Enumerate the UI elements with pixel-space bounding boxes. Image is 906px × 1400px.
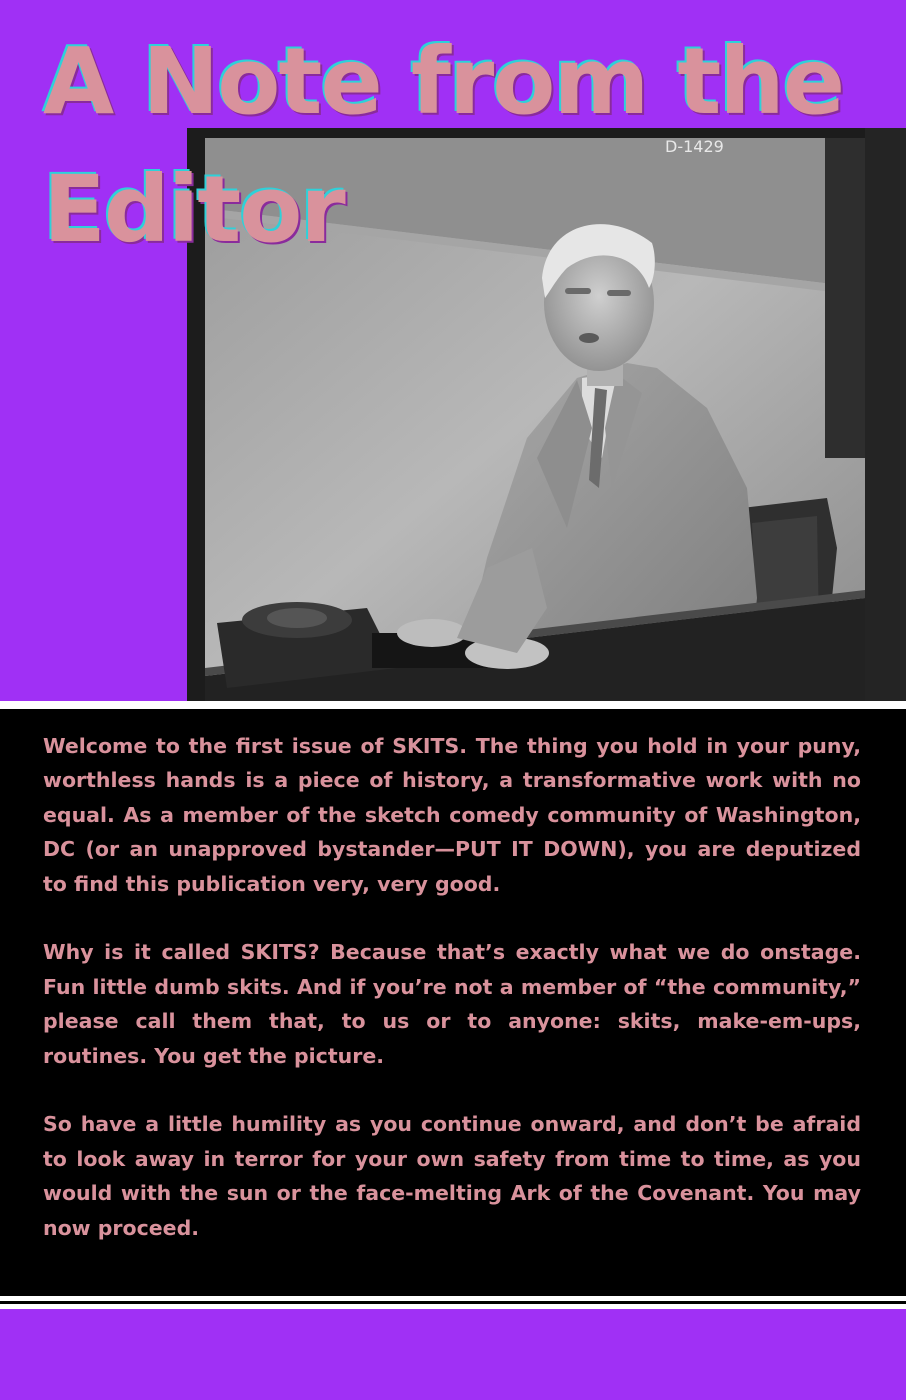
negative-number: D-1429 (665, 137, 724, 156)
paragraph-why-skits: Why is it called SKITS? Because that’s exactly what we do onstage. Fun little dumb skits. And if you’re not a member of “the community,” please call them that, to us or to anyone: skits, make-em-ups, routines. You get the picture. (43, 940, 861, 1068)
paragraph-humility: So have a little humility as you continue onward, and don’t be afraid to look away in terror for your own safety from time to time, as you would with the sun or the face-melting Ark of the Covenant. You may now proceed. (43, 1112, 861, 1240)
page-title: A Note from the Editor (43, 28, 844, 263)
divider-bottom (0, 1296, 906, 1309)
divider-top (0, 701, 906, 709)
paragraph-welcome: Welcome to the first issue of SKITS. The thing you hold in your puny, worthless hands is a piece of history, a transformative work with no equal. As a member of the sketch comedy community of Washington, DC (or an unapproved bystander—PUT IT DOWN), you are deputized to find this publication very, very good. (43, 734, 861, 896)
editor-note-body (43, 729, 861, 1279)
